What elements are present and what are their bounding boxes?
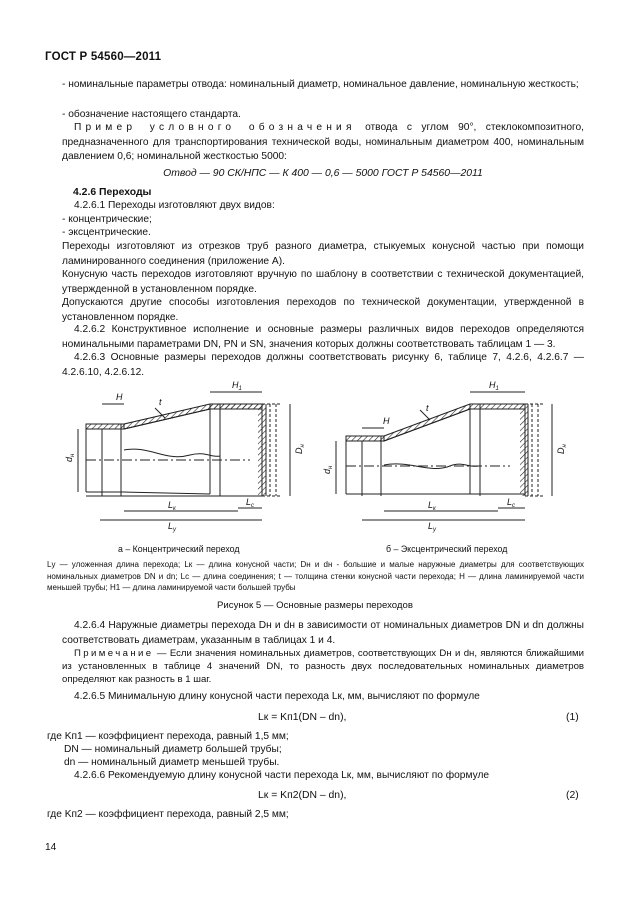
section-heading: 4.2.6 Переходы xyxy=(73,187,152,198)
label-H: H xyxy=(383,416,390,426)
label-H: H xyxy=(116,392,123,402)
paragraph: 4.2.6.5 Минимальную длину конусной части перехода Lк, мм, вычисляют по формуле xyxy=(74,691,480,702)
list-item: - концентрические; xyxy=(62,214,152,225)
list-item: - эксцентрические. xyxy=(62,227,151,238)
label-dn: $d_н$ xyxy=(64,453,76,462)
label-Lc: $L_с$ xyxy=(507,497,516,509)
formula-1-number: (1) xyxy=(566,712,579,723)
paragraph: 4.2.6.1 Переходы изготовляют двух видов: xyxy=(74,200,275,211)
label-Ly: $L_у$ xyxy=(428,521,437,533)
paragraph: - номинальные параметры отвода: номинальный диаметр, номинальное давление, номинальную жесткость; xyxy=(62,79,579,90)
paragraph: Допускаются другие способы изготовления переходов по технической документации, утвержденной в установленном порядке. xyxy=(62,297,584,323)
label-Ly: $L_у$ xyxy=(168,521,177,533)
label-H1: $H_1$ xyxy=(232,380,242,392)
legend: Lу — уложенная длина перехода; Lк — длина конусной части; Dн и dн - большие и малые наружные диаметры для соответствующих номинальных диаметров DN и dn; Lс — длина соединения; t — толщина стенки конусной части перехода; H — длина ламинируемой части меньшей трубы; H1 — длина ламинируемой части большей трубы xyxy=(47,560,584,592)
label-t: t xyxy=(159,397,162,407)
label-t: t xyxy=(426,403,429,413)
where-line: dn — номинальный диаметр меньшей трубы. xyxy=(64,757,280,768)
formula-2-number: (2) xyxy=(566,790,579,801)
label-Lc: $L_с$ xyxy=(246,497,255,509)
paragraph: - обозначение настоящего стандарта. xyxy=(62,109,241,120)
paragraph: 4.2.6.4 Наружные диаметры перехода Dн и dн в зависимости от номинальных диаметров DN и dn должны соответствовать диаметрам, указанным в таблицах 1 и 4. xyxy=(62,620,584,646)
label-Lk: $L_к$ xyxy=(428,500,436,512)
where-line: где Kп2 — коэффициент перехода, равный 2,5 мм; xyxy=(47,809,289,820)
page-header: ГОСТ Р 54560—2011 xyxy=(45,51,162,63)
label-Dn: $D_н$ xyxy=(556,444,568,454)
paragraph: Переходы изготовляют из отрезков труб разного диаметра, стыкуемых конусной частью при помощи ламинированного соединения (приложение А). xyxy=(62,241,584,267)
label-dn: $d_н$ xyxy=(322,465,334,474)
paragraph: 4.2.6.6 Рекомендуемую длину конусной части перехода Lк, мм, вычисляют по формуле xyxy=(74,770,490,781)
formula-2: Lк = Kп2(DN – dn), xyxy=(258,790,347,801)
where-line: DN — номинальный диаметр большей трубы; xyxy=(64,744,282,755)
paragraph: 4.2.6.3 Основные размеры переходов должны соответствовать рисунку 6, таблице 7, 4.2.6, 4.2.6.7 — 4.2.6.10, 4.2.6.12. xyxy=(62,352,584,378)
page-number: 14 xyxy=(45,842,57,853)
label-Dn: $D_н$ xyxy=(294,444,306,454)
formula-1: Lк = Kп1(DN – dn), xyxy=(258,712,347,723)
paragraph: 4.2.6.2 Конструктивное исполнение и основные размеры различных видов переходов определяются номинальными параметрами DN, PN и SN, значения которых должны соответствовать таблицам 1 — 3. xyxy=(62,324,584,350)
subcaption-a: а – Концентрический переход xyxy=(118,544,240,554)
example-paragraph: Пример условного обозначения отвода с углом 90°, стеклокомпозитного, предназначенного для транспортирования технической воды, номинальным диаметром 400, номинальным давлением 0,6; номинальной жесткостью 5000: xyxy=(62,122,584,162)
note: Примечание — Если значения номинальных диаметров, соответствующих Dн и dн, являются ближайшими из установленных в таблице 4 значений DN, то разность двух последовательных номинальных диаметров определяют как разность в 1 шаг. xyxy=(62,648,584,685)
figure-caption: Рисунок 5 — Основные размеры переходов xyxy=(217,600,413,611)
paragraph: Конусную часть переходов изготовляют вручную по шаблону в соответствии с технической документацией, утвержденной в установленном порядке. xyxy=(62,269,584,295)
label-H1: $H_1$ xyxy=(489,380,499,392)
eccentric-reducer-drawing xyxy=(336,392,552,520)
where-line: где Kп1 — коэффициент перехода, равный 1,5 мм; xyxy=(47,731,289,742)
label-Lk: $L_к$ xyxy=(168,500,176,512)
subcaption-b: б – Эксцентрический переход xyxy=(386,544,508,554)
designation-formula: Отвод — 90 СК/НПС — К 400 — 0,6 — 5000 ГОСТ Р 54560—2011 xyxy=(163,168,483,179)
concentric-reducer-drawing xyxy=(78,392,290,520)
